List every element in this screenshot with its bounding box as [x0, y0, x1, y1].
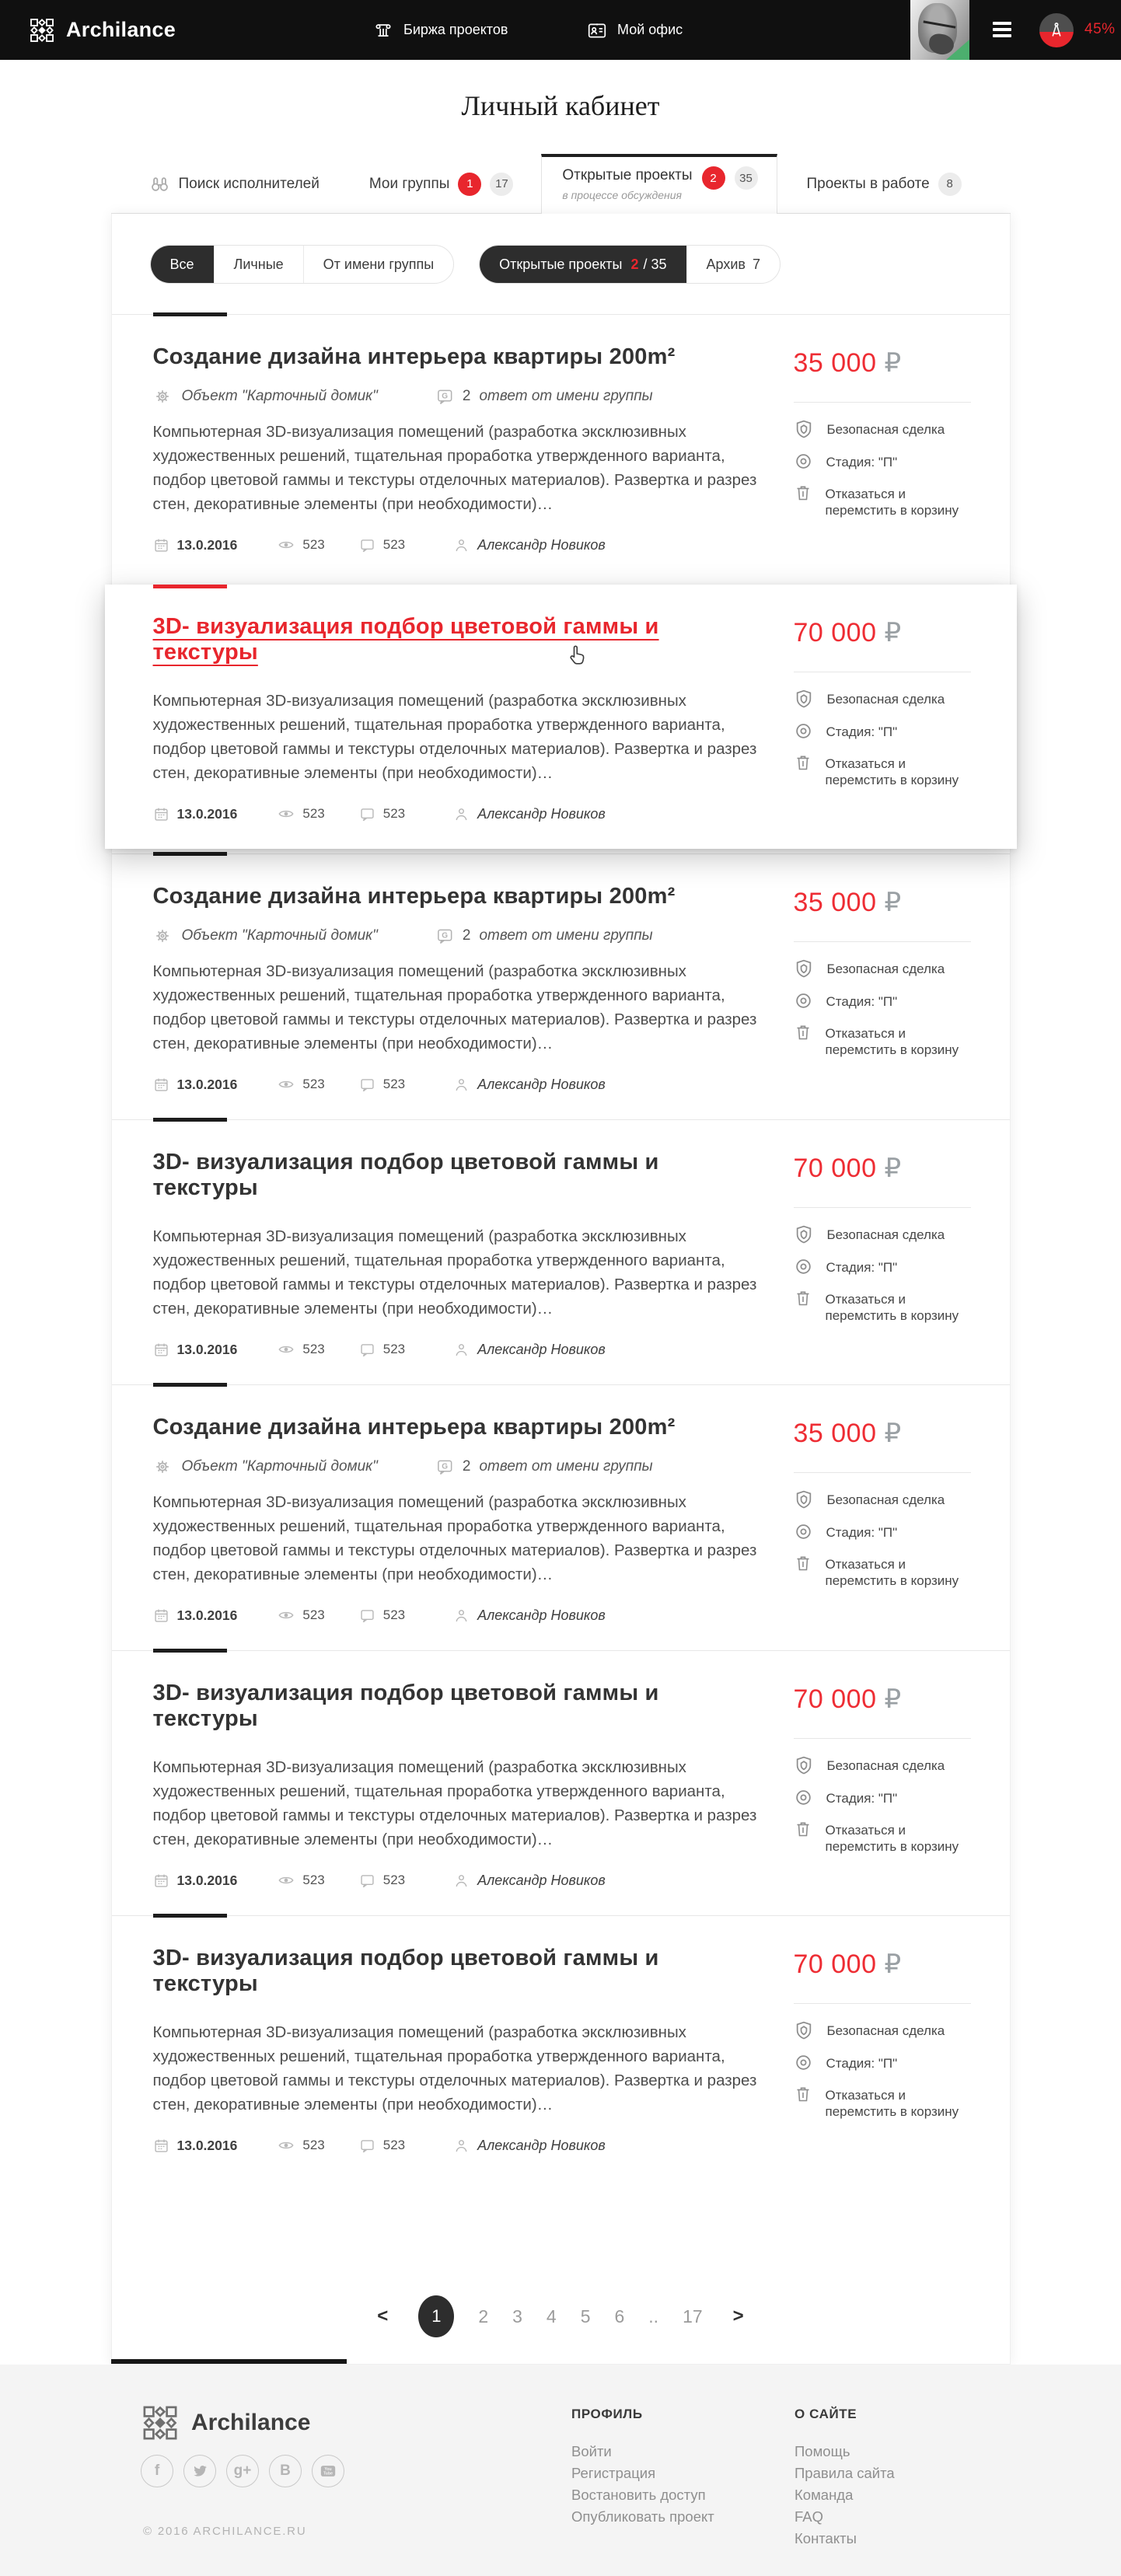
- group-replies-label: ответ от имени группы: [479, 388, 653, 404]
- discard-to-trash-item[interactable]: [794, 486, 988, 518]
- trash-icon: [794, 1289, 812, 1307]
- shield-icon: [794, 958, 814, 979]
- google-plus-glyph: g+: [233, 2463, 252, 2479]
- project-author[interactable]: [453, 1607, 606, 1624]
- safe-deal-item[interactable]: [794, 1757, 988, 1775]
- social-links: [141, 2455, 344, 2487]
- person-icon: [453, 2138, 470, 2154]
- copyright: © 2016 ARCHILANCE.RU: [143, 2525, 307, 2538]
- nav-my-office[interactable]: [587, 20, 683, 40]
- filter-open-projects[interactable]: [480, 246, 686, 283]
- id-card-icon: [587, 20, 607, 40]
- safe-deal-label: Безопасная сделка: [826, 1227, 945, 1242]
- discard-to-trash-label: Отказаться и перемстить в корзину: [825, 2088, 959, 2119]
- project-author[interactable]: [453, 1077, 606, 1093]
- filter-personal[interactable]: [214, 246, 303, 283]
- footer-link-contacts[interactable]: Контакты: [794, 2530, 857, 2546]
- gear-icon: [153, 927, 172, 945]
- project-title[interactable]: Создание дизайна интерьера квартиры 200m²: [152, 344, 676, 369]
- stage-label: Стадия: "П": [826, 455, 898, 469]
- footer-profile-column: [571, 2407, 714, 2528]
- comment-icon: [359, 1873, 375, 1889]
- project-title[interactable]: Создание дизайна интерьера квартиры 200m²: [152, 884, 676, 909]
- price-currency: ₽: [884, 888, 902, 917]
- project-date: 13.0.2016: [176, 805, 238, 822]
- project-comments: 523: [382, 1873, 406, 1887]
- eye-icon: [278, 1607, 295, 1624]
- drafting-compass-icon: [1047, 21, 1066, 40]
- price-currency: ₽: [884, 1419, 902, 1448]
- profile-progress-badge[interactable]: [1039, 13, 1074, 47]
- group-bubble-icon: [436, 927, 454, 945]
- filter-open-projects-label: Открытые проекты: [499, 256, 623, 272]
- price-currency: ₽: [884, 618, 902, 647]
- footer-link-site-rules[interactable]: Правила сайта: [794, 2465, 895, 2481]
- project-description: Компьютерная 3D-визуализация помещений (разработка эксклюзивных художественных решений, тщательная проработка утвержденного варианта, подбор цветовой гаммы и текстуры отделочных материалов). Развертка и разрез стен, декоративные элементы (при необходимости)…: [152, 1227, 757, 1318]
- discard-to-trash-item[interactable]: [794, 1822, 988, 1855]
- footer-link-help[interactable]: Помощь: [794, 2443, 850, 2459]
- safe-deal-item[interactable]: [794, 421, 988, 439]
- archilance-logo-icon: [142, 2405, 178, 2441]
- project-meta-row: [153, 805, 767, 822]
- footer-link-register[interactable]: Регистрация: [571, 2465, 656, 2481]
- side-divider: [794, 1472, 971, 1473]
- project-author[interactable]: [453, 2138, 606, 2154]
- discard-to-trash-label: Отказаться и перемстить в корзину: [825, 1823, 959, 1854]
- project-side-panel: [794, 1949, 988, 2120]
- project-price: [794, 1684, 988, 1715]
- trash-icon: [794, 2085, 812, 2103]
- brand-name: Archilance: [66, 18, 176, 41]
- project-date: 13.0.2016: [176, 536, 238, 553]
- column-icon: [373, 20, 393, 40]
- price-currency: ₽: [884, 1684, 902, 1714]
- user-avatar[interactable]: [910, 0, 969, 60]
- discard-to-trash-label: Отказаться и перемстить в корзину: [825, 1557, 959, 1588]
- top-header: [0, 0, 1121, 60]
- shield-icon: [794, 2020, 814, 2040]
- trash-icon: [794, 483, 812, 502]
- pagination: [112, 2289, 1010, 2344]
- project-card: [112, 1119, 1010, 1384]
- project-date: 13.0.2016: [176, 1872, 238, 1888]
- stage-item[interactable]: [794, 1790, 988, 1807]
- page-footer: [0, 2365, 1121, 2576]
- safe-deal-item[interactable]: [794, 961, 988, 979]
- price-amount: 35 000: [793, 1419, 877, 1448]
- tab-projects-in-progress-label: Проекты в работе: [806, 175, 930, 192]
- eye-icon: [278, 1076, 295, 1093]
- footer-link-restore-access[interactable]: Востановить доступ: [571, 2487, 706, 2503]
- target-icon: [794, 452, 813, 471]
- project-side-panel: [794, 1153, 988, 1324]
- project-object-label: Объект "Карточный домик": [181, 388, 378, 404]
- price-currency: ₽: [884, 1154, 902, 1183]
- project-views: 523: [302, 1873, 325, 1887]
- safe-deal-label: Безопасная сделка: [826, 422, 945, 437]
- stage-label: Стадия: "П": [826, 1260, 898, 1275]
- ownership-filter-group: [150, 245, 455, 284]
- project-card: [112, 1384, 1010, 1650]
- pagination-page-2[interactable]: 2: [478, 2305, 489, 2326]
- project-author-name: Александр Новиков: [477, 805, 606, 822]
- project-side-panel: [794, 887, 988, 1058]
- eye-icon: [278, 536, 295, 553]
- shield-icon: [794, 689, 814, 709]
- pagination-ellipsis: ..: [648, 2305, 659, 2326]
- filter-on-behalf-label: От имени группы: [323, 256, 435, 272]
- footer-about-column: [794, 2407, 895, 2550]
- project-side-panel: [794, 1684, 988, 1855]
- project-price: [794, 1418, 988, 1449]
- project-author-name: Александр Новиков: [477, 1872, 606, 1888]
- stage-label: Стадия: "П": [826, 1791, 898, 1806]
- filter-personal-label: Личные: [233, 256, 284, 272]
- discard-to-trash-item[interactable]: [794, 1556, 988, 1589]
- project-title[interactable]: Создание дизайна интерьера квартиры 200m²: [152, 1415, 676, 1440]
- brand-logo[interactable]: [30, 18, 176, 43]
- filter-on-behalf-of-group[interactable]: [303, 246, 454, 283]
- project-price: [794, 887, 988, 918]
- open-projects-total-badge: 35: [735, 166, 758, 190]
- project-comments: 523: [382, 1342, 406, 1356]
- shield-icon: [794, 1224, 814, 1244]
- comment-icon: [359, 1607, 375, 1624]
- nav-project-exchange[interactable]: [373, 20, 508, 40]
- calendar-icon: [153, 1607, 169, 1624]
- discard-to-trash-label: Отказаться и перемстить в корзину: [825, 487, 959, 518]
- projects-in-progress-badge: 8: [938, 173, 962, 196]
- stage-item[interactable]: [794, 724, 988, 741]
- tab-open-projects-label: Открытые проекты: [562, 167, 693, 183]
- page-title: Личный кабинет: [461, 90, 660, 121]
- content-panel: [111, 214, 1011, 2365]
- comment-icon: [359, 1077, 375, 1093]
- discard-to-trash-item[interactable]: [794, 2087, 988, 2120]
- safe-deal-label: Безопасная сделка: [826, 2023, 945, 2038]
- project-author[interactable]: [453, 806, 606, 822]
- binoculars-icon: [149, 173, 170, 194]
- side-divider: [794, 1207, 971, 1208]
- trash-icon: [794, 1554, 812, 1572]
- project-object-label: Объект "Карточный домик": [181, 1458, 378, 1475]
- footer-link-login[interactable]: Войти: [571, 2443, 612, 2459]
- safe-deal-item[interactable]: [794, 2023, 988, 2040]
- trash-icon: [794, 753, 812, 772]
- footer-brand[interactable]: [142, 2405, 310, 2441]
- twitter-icon[interactable]: [183, 2455, 216, 2487]
- eye-icon: [278, 2137, 295, 2154]
- project-meta-row: [153, 1607, 767, 1624]
- project-title[interactable]: 3D- визуализация подбор цветовой гаммы и текстуры: [152, 1946, 659, 1996]
- my-groups-total-badge: 17: [490, 173, 513, 196]
- stage-label: Стадия: "П": [826, 1525, 898, 1540]
- project-comments: 523: [382, 537, 406, 552]
- filter-bar: [112, 214, 1010, 314]
- project-author[interactable]: [453, 1342, 606, 1358]
- group-bubble-icon: [436, 388, 454, 406]
- tab-open-projects-subtitle: в процессе обсуждения: [562, 189, 682, 201]
- vk-icon[interactable]: [269, 2455, 302, 2487]
- stage-label: Стадия: "П": [826, 724, 898, 739]
- price-amount: 70 000: [793, 1684, 877, 1714]
- nav-my-office-label: Мой офис: [617, 22, 683, 37]
- project-card: [112, 853, 1010, 1119]
- project-object-row: [153, 927, 767, 945]
- project-meta-row: [153, 2137, 767, 2154]
- archilance-logo-icon: [30, 18, 54, 43]
- project-price: [794, 347, 988, 379]
- twitter-bird-icon: [193, 2464, 208, 2478]
- project-author[interactable]: [453, 1873, 606, 1889]
- tab-search-performers[interactable]: [149, 173, 320, 194]
- youtube-logo-icon: [320, 2463, 337, 2480]
- filter-all[interactable]: [151, 246, 214, 283]
- project-author-name: Александр Новиков: [477, 536, 606, 553]
- side-divider: [794, 402, 971, 403]
- comment-icon: [359, 537, 375, 553]
- status-filter-group: [479, 245, 781, 284]
- project-comments: 523: [382, 1607, 406, 1622]
- group-replies-count: 2: [462, 388, 471, 404]
- project-meta-row: [153, 536, 767, 553]
- eye-icon: [278, 805, 295, 822]
- comment-icon: [359, 1342, 375, 1358]
- project-price: [794, 617, 988, 648]
- facebook-icon[interactable]: [141, 2455, 173, 2487]
- safe-deal-item[interactable]: [794, 691, 988, 709]
- project-side-panel: [794, 1418, 988, 1589]
- project-object-row: [153, 387, 767, 406]
- project-date: 13.0.2016: [176, 1076, 238, 1092]
- stage-item[interactable]: [794, 454, 988, 471]
- price-amount: 35 000: [793, 888, 877, 917]
- project-author-name: Александр Новиков: [477, 2137, 606, 2153]
- hamburger-menu-icon[interactable]: [993, 22, 1011, 40]
- gear-icon: [153, 387, 172, 406]
- project-description: Компьютерная 3D-визуализация помещений (разработка эксклюзивных художественных решений, тщательная проработка утвержденного варианта, подбор цветовой гаммы и текстуры отделочных материалов). Развертка и разрез стен, декоративные элементы (при необходимости)…: [152, 1758, 757, 1848]
- project-views: 523: [302, 806, 325, 821]
- tab-open-projects[interactable]: [541, 154, 777, 214]
- group-replies[interactable]: [436, 1458, 653, 1476]
- group-replies[interactable]: [436, 927, 653, 945]
- pagination-prev[interactable]: <: [377, 2305, 389, 2326]
- comment-icon: [359, 806, 375, 822]
- project-comments: 523: [382, 1077, 406, 1091]
- price-amount: 70 000: [793, 618, 877, 647]
- project-views: 523: [302, 1342, 325, 1356]
- project-meta-row: [153, 1872, 767, 1889]
- pagination-page-17[interactable]: 17: [683, 2305, 703, 2326]
- discard-to-trash-item[interactable]: [794, 1025, 988, 1058]
- filter-all-label: Все: [169, 256, 194, 272]
- filter-archive-label: Архив: [706, 256, 746, 272]
- comment-icon: [359, 2138, 375, 2154]
- person-icon: [453, 537, 470, 553]
- trash-icon: [794, 1023, 812, 1042]
- footer-link-team[interactable]: Команда: [794, 2487, 854, 2503]
- safe-deal-label: Безопасная сделка: [826, 1492, 945, 1507]
- tab-bar: [111, 155, 1011, 214]
- project-date: 13.0.2016: [176, 1341, 238, 1357]
- project-comments: 523: [382, 2138, 406, 2152]
- pagination-next[interactable]: >: [732, 2305, 744, 2326]
- price-amount: 70 000: [793, 1949, 877, 1979]
- project-description: Компьютерная 3D-визуализация помещений (разработка эксклюзивных художественных решений, тщательная проработка утвержденного варианта, подбор цветовой гаммы и текстуры отделочных материалов). Развертка и разрез стен, декоративные элементы (при необходимости)…: [152, 1493, 757, 1583]
- project-title[interactable]: 3D- визуализация подбор цветовой гаммы и текстуры: [152, 1150, 659, 1200]
- footer-link-faq[interactable]: FAQ: [794, 2508, 824, 2525]
- nav-project-exchange-label: Биржа проектов: [403, 22, 508, 37]
- shield-icon: [794, 1489, 814, 1510]
- person-icon: [453, 1873, 470, 1889]
- project-views: 523: [302, 537, 325, 552]
- tab-search-performers-label: Поиск исполнителей: [178, 175, 320, 192]
- footer-link-publish-project[interactable]: Опубликовать проект: [571, 2508, 714, 2525]
- open-projects-total-count: / 35: [643, 256, 667, 272]
- group-replies-label: ответ от имени группы: [479, 1458, 653, 1475]
- shield-icon: [794, 419, 814, 439]
- profile-progress-percent: 45%: [1084, 21, 1116, 37]
- project-views: 523: [302, 1607, 325, 1622]
- discard-to-trash-label: Отказаться и перемстить в корзину: [825, 1026, 959, 1057]
- group-replies-count: 2: [462, 1458, 471, 1475]
- side-divider: [794, 941, 971, 942]
- project-author[interactable]: [453, 537, 606, 553]
- calendar-icon: [153, 806, 169, 822]
- footer-about-heading: О САЙТЕ: [794, 2407, 857, 2421]
- stage-item[interactable]: [794, 993, 988, 1011]
- person-icon: [453, 1077, 470, 1093]
- discard-to-trash-label: Отказаться и перемстить в корзину: [825, 756, 959, 787]
- group-replies[interactable]: [436, 388, 653, 406]
- project-price: [794, 1153, 988, 1184]
- project-card: [112, 314, 1010, 580]
- safe-deal-label: Безопасная сделка: [826, 962, 945, 976]
- project-description: Компьютерная 3D-визуализация помещений (разработка эксклюзивных художественных решений, тщательная проработка утвержденного варианта, подбор цветовой гаммы и текстуры отделочных материалов). Развертка и разрез стен, декоративные элементы (при необходимости)…: [152, 2023, 757, 2114]
- trash-icon: [794, 1820, 812, 1838]
- person-icon: [453, 1607, 470, 1624]
- my-groups-new-badge: 1: [458, 173, 481, 196]
- pagination-page-1[interactable]: 1: [418, 2295, 454, 2337]
- discard-to-trash-label: Отказаться и перемстить в корзину: [825, 1292, 959, 1323]
- person-icon: [453, 1342, 470, 1358]
- pagination-page-4[interactable]: 4: [546, 2305, 557, 2326]
- gear-icon: [153, 1457, 172, 1476]
- safe-deal-label: Безопасная сделка: [826, 692, 945, 707]
- pagination-page-3[interactable]: 3: [512, 2305, 522, 2326]
- target-icon: [794, 1257, 813, 1276]
- discard-to-trash-item[interactable]: [794, 1291, 988, 1324]
- filter-archive[interactable]: [686, 246, 780, 283]
- target-icon: [794, 1788, 813, 1807]
- project-object-row: [153, 1457, 767, 1476]
- calendar-icon: [153, 1077, 169, 1093]
- group-bubble-icon: [436, 1458, 454, 1476]
- stage-item[interactable]: [794, 2055, 988, 2072]
- open-projects-new-count: 2: [630, 256, 639, 272]
- footer-profile-heading: ПРОФИЛЬ: [571, 2407, 643, 2421]
- price-amount: 70 000: [793, 1154, 877, 1183]
- project-description: Компьютерная 3D-визуализация помещений (разработка эксклюзивных художественных решений, тщательная проработка утвержденного варианта, подбор цветовой гаммы и текстуры отделочных материалов). Развертка и разрез стен, декоративные элементы (при необходимости)…: [152, 692, 757, 782]
- tab-my-groups-label: Мои группы: [368, 175, 450, 192]
- shield-icon: [794, 1755, 814, 1775]
- target-icon: [794, 991, 813, 1011]
- project-price: [794, 1949, 988, 1980]
- footer-brand-name: Archilance: [191, 2410, 311, 2435]
- calendar-icon: [153, 1873, 169, 1889]
- group-replies-label: ответ от имени группы: [479, 927, 653, 944]
- safe-deal-item[interactable]: [794, 1492, 988, 1510]
- project-views: 523: [302, 1077, 325, 1091]
- vk-glyph: B: [280, 2463, 291, 2479]
- price-amount: 35 000: [793, 348, 877, 378]
- project-meta-row: [153, 1341, 767, 1358]
- archive-count: 7: [752, 256, 760, 272]
- stage-item[interactable]: [794, 1259, 988, 1276]
- project-card: [112, 1650, 1010, 1915]
- open-projects-new-badge: 2: [702, 166, 725, 190]
- tab-projects-in-progress[interactable]: [807, 173, 962, 196]
- project-title[interactable]: 3D- визуализация подбор цветовой гаммы и текстуры: [152, 1681, 659, 1731]
- youtube-icon[interactable]: [312, 2455, 344, 2487]
- safe-deal-label: Безопасная сделка: [826, 1758, 945, 1773]
- project-date: 13.0.2016: [176, 2137, 238, 2153]
- project-object-label: Объект "Карточный домик": [181, 927, 378, 944]
- target-icon: [794, 721, 813, 741]
- pagination-page-6[interactable]: 6: [614, 2305, 625, 2326]
- tab-my-groups[interactable]: [369, 173, 514, 196]
- project-description: Компьютерная 3D-визуализация помещений (разработка эксклюзивных художественных решений, тщательная проработка утвержденного варианта, подбор цветовой гаммы и текстуры отделочных материалов). Развертка и разрез стен, декоративные элементы (при необходимости)…: [152, 962, 757, 1052]
- project-title[interactable]: 3D- визуализация подбор цветовой гаммы и текстуры: [152, 614, 659, 665]
- project-side-panel: [794, 347, 988, 518]
- stage-label: Стадия: "П": [826, 994, 898, 1009]
- project-author-name: Александр Новиков: [477, 1341, 606, 1357]
- project-author-name: Александр Новиков: [477, 1607, 606, 1623]
- project-author-name: Александр Новиков: [477, 1076, 606, 1092]
- stage-item[interactable]: [794, 1524, 988, 1541]
- side-divider: [794, 1738, 971, 1739]
- stage-label: Стадия: "П": [826, 2056, 898, 2071]
- target-icon: [794, 1522, 813, 1541]
- target-icon: [794, 2053, 813, 2072]
- safe-deal-item[interactable]: [794, 1227, 988, 1244]
- eye-icon: [278, 1341, 295, 1358]
- facebook-glyph: f: [154, 2463, 160, 2479]
- calendar-icon: [153, 1342, 169, 1358]
- pagination-page-5[interactable]: 5: [580, 2305, 591, 2326]
- project-comments: 523: [382, 806, 406, 821]
- project-meta-row: [153, 1076, 767, 1093]
- price-currency: ₽: [884, 348, 902, 378]
- project-card: [112, 1915, 1010, 2180]
- project-views: 523: [302, 2138, 325, 2152]
- price-currency: ₽: [884, 1949, 902, 1979]
- calendar-icon: [153, 2138, 169, 2154]
- discard-to-trash-item[interactable]: [794, 756, 988, 788]
- person-icon: [453, 806, 470, 822]
- side-divider: [794, 2003, 971, 2004]
- project-side-panel: [794, 617, 988, 788]
- group-replies-count: 2: [462, 927, 471, 944]
- calendar-icon: [153, 537, 169, 553]
- project-date: 13.0.2016: [176, 1607, 238, 1623]
- project-description: Компьютерная 3D-визуализация помещений (разработка эксклюзивных художественных решений, тщательная проработка утвержденного варианта, подбор цветовой гаммы и текстуры отделочных материалов). Развертка и разрез стен, декоративные элементы (при необходимости)…: [152, 423, 757, 513]
- google-plus-icon[interactable]: [226, 2455, 259, 2487]
- project-card-hovered: [105, 585, 1017, 849]
- eye-icon: [278, 1872, 295, 1889]
